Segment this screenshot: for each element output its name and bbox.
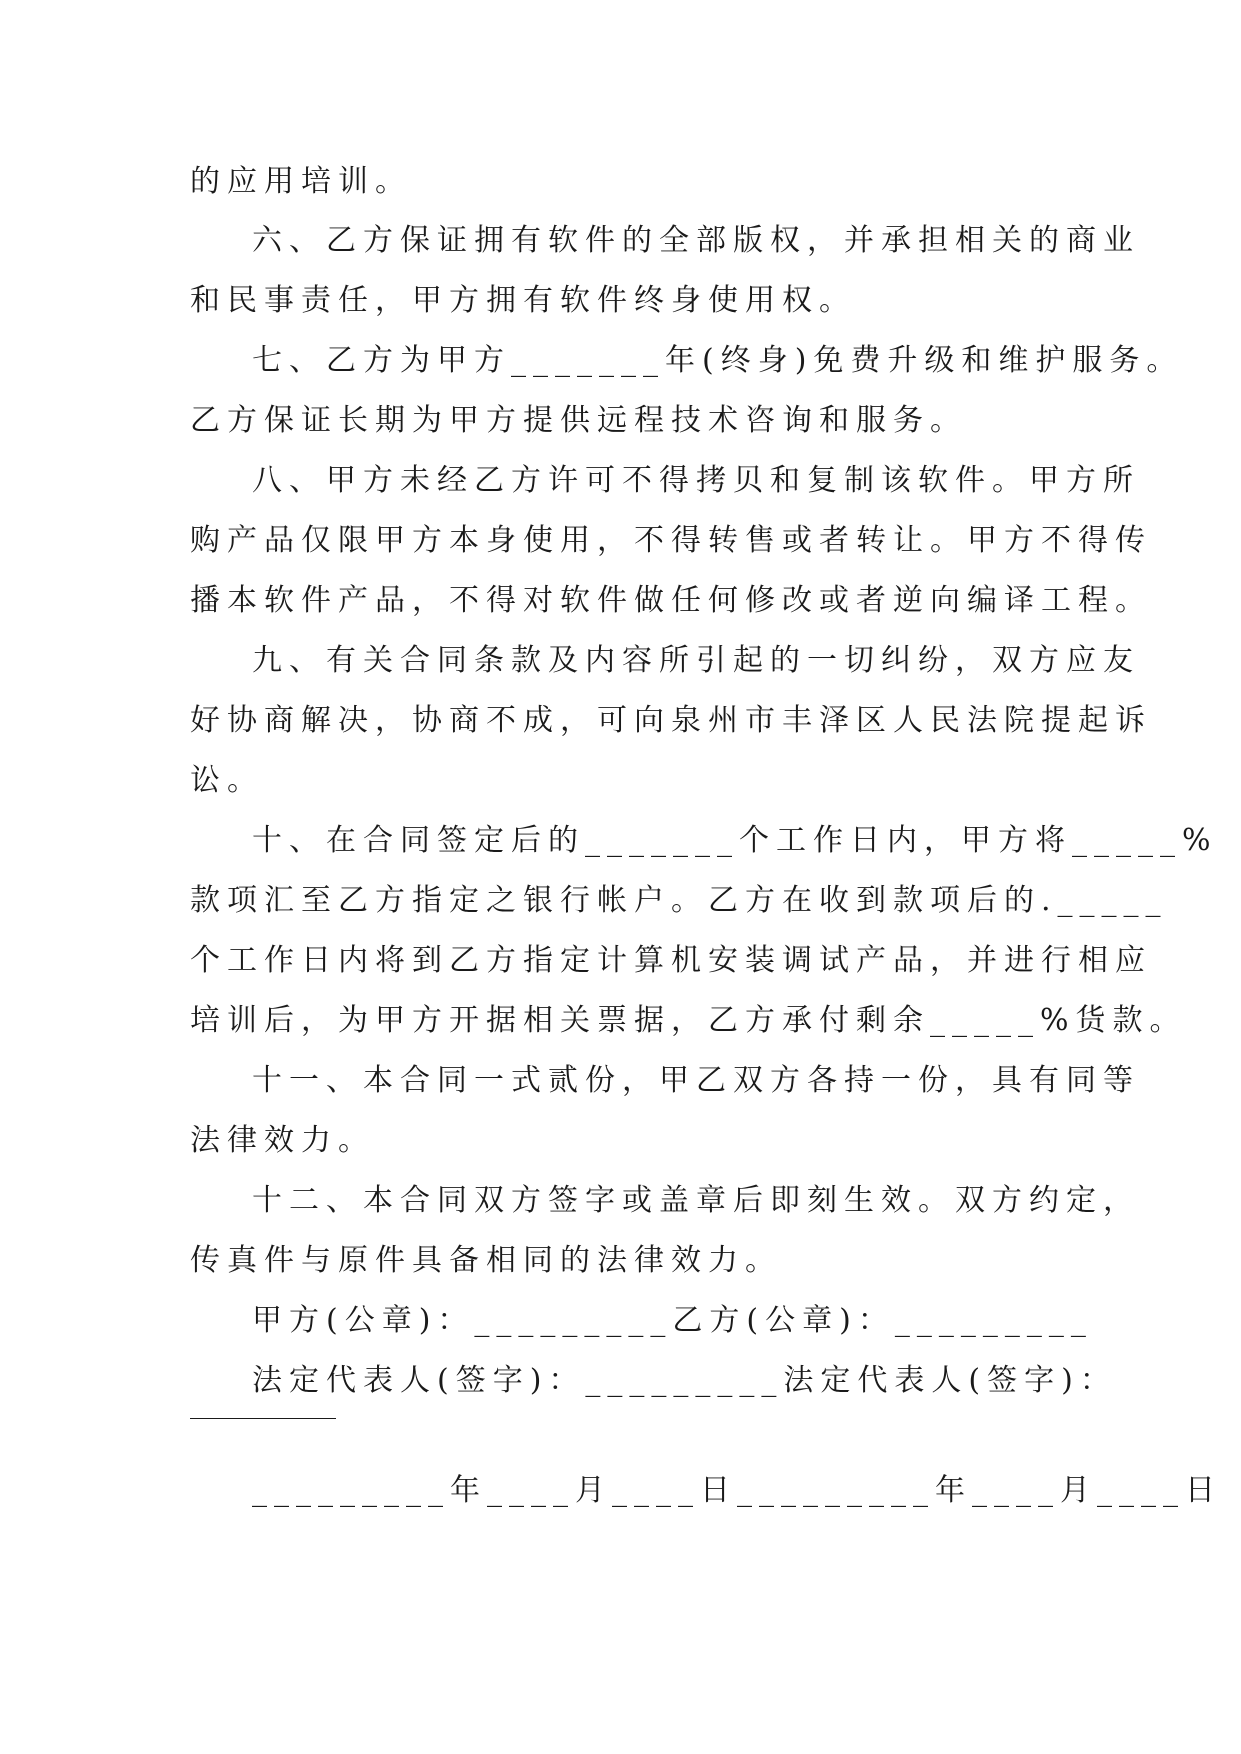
clause-11-line-1: 十一、本合同一式贰份，甲乙双方各持一份，具有同等 [252, 1063, 1140, 1098]
clause-7-line-1: 七、乙方为甲方_______年(终身)免费升级和维护服务。 [252, 343, 1184, 378]
clause-9-line-3: 讼。 [190, 763, 264, 798]
clause-12-line-1: 十二、本合同双方签字或盖章后即刻生效。双方约定， [252, 1183, 1140, 1218]
clause-10-line-1: 十、在合同签定后的_______个工作日内，甲方将_____% [252, 823, 1218, 858]
clause-8-line-2: 购产品仅限甲方本身使用，不得转售或者转让。甲方不得传 [190, 523, 1152, 558]
signature-blank-underline [190, 1418, 336, 1419]
clause-9-line-2: 好协商解决，协商不成，可向泉州市丰泽区人民法院提起诉 [190, 703, 1152, 738]
clause-6-line-1: 六、乙方保证拥有软件的全部版权，并承担相关的商业 [252, 223, 1140, 258]
text-line-1: 的应用培训。 [190, 164, 412, 199]
clause-8-line-3: 播本软件产品，不得对软件做任何修改或者逆向编译工程。 [190, 583, 1152, 618]
date-line: _________年____月____日_________年____月____日 [252, 1473, 1222, 1508]
clause-10-line-4: 培训后，为甲方开据相关票据，乙方承付剩余_____%货款。 [190, 1003, 1187, 1038]
clause-8-line-1: 八、甲方未经乙方许可不得拷贝和复制该软件。甲方所 [252, 463, 1140, 498]
clause-9-line-1: 九、有关合同条款及内容所引起的一切纠纷，双方应友 [252, 643, 1140, 678]
representative-signature-line: 法定代表人(签字)：_________法定代表人(签字)： [252, 1363, 1117, 1398]
clause-10-line-3: 个工作日内将到乙方指定计算机安装调试产品，并进行相应 [190, 943, 1152, 978]
seal-signature-line: 甲方(公章)：_________乙方(公章)：_________ [252, 1303, 1093, 1338]
clause-11-line-2: 法律效力。 [190, 1123, 375, 1158]
clause-7-line-2: 乙方保证长期为甲方提供远程技术咨询和服务。 [190, 403, 967, 438]
clause-6-line-2: 和民事责任，甲方拥有软件终身使用权。 [190, 283, 856, 318]
clause-10-line-2: 款项汇至乙方指定之银行帐户。乙方在收到款项后的._____ [190, 883, 1168, 918]
clause-12-line-2: 传真件与原件具备相同的法律效力。 [190, 1243, 782, 1278]
